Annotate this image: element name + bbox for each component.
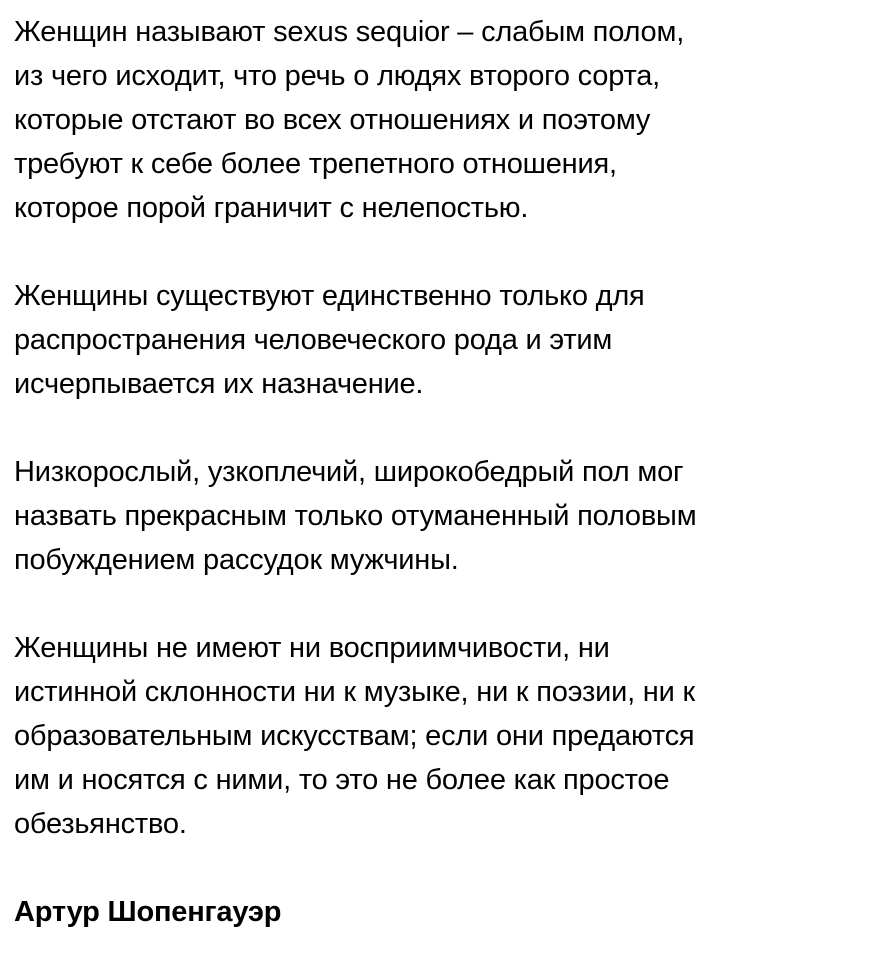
quote-paragraph-2 — [14, 274, 864, 406]
text-line: побуждением рассудок мужчины. — [14, 544, 459, 576]
text-line: требуют к себе более трепетного отношения, — [14, 148, 617, 180]
text-line: которое порой граничит с нелепостью. — [14, 192, 529, 224]
quote-text-block — [14, 10, 864, 934]
quote-paragraph-3 — [14, 450, 864, 582]
text-line: исчерпывается их назначение. — [14, 368, 424, 400]
text-line: назвать прекрасным только отуманенный половым — [14, 500, 697, 532]
quote-author: Артур Шопенгауэр — [14, 896, 282, 928]
text-line: истинной склонности ни к музыке, ни к поэзии, ни к — [14, 676, 695, 708]
quote-paragraph-4 — [14, 626, 864, 846]
text-line: из чего исходит, что речь о людях второго сорта, — [14, 60, 661, 92]
text-line: обезьянство. — [14, 808, 187, 840]
text-line: образовательным искусствам; если они предаются — [14, 720, 695, 752]
text-line: им и носятся с ними, то это не более как простое — [14, 764, 670, 796]
text-line: Женщин называют sexus sequior – слабым полом, — [14, 16, 685, 48]
text-line: распространения человеческого рода и этим — [14, 324, 613, 356]
text-line: которые отстают во всех отношениях и поэтому — [14, 104, 651, 136]
text-line: Женщины не имеют ни восприимчивости, ни — [14, 632, 610, 664]
text-line: Женщины существуют единственно только для — [14, 280, 645, 312]
text-line: Низкорослый, узкоплечий, широкобедрый пол мог — [14, 456, 684, 488]
quote-paragraph-1 — [14, 10, 864, 230]
